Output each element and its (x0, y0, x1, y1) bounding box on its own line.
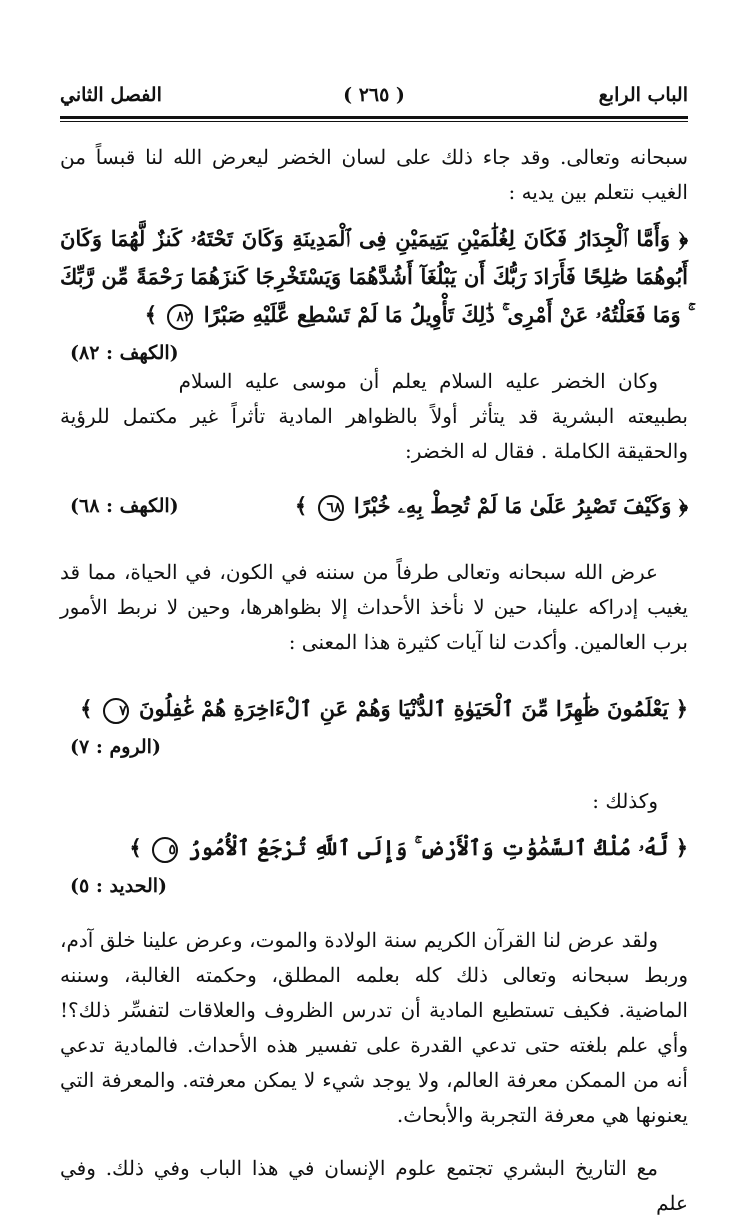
verse-bracket: ﴾ (129, 835, 142, 860)
verse-text: ﴿ وَأَمَّا ٱلْجِدَارُ فَكَانَ لِغُلَٰمَيْنِ يَتِيمَيْنِ فِى ٱلْمَدِينَةِ وَكَانَ تَحْتَهُۥ كَنزٌ لَّهُمَا وَكَانَ أَبُوهُمَا صَٰلِحًا فَأَرَادَ رَبُّكَ أَن يَبْلُغَآ أَشُدَّهُمَا وَيَسْتَخْرِجَا كَنزَهُمَا رَحْمَةً مِّن رَّبِّكَ ۚ وَمَا فَعَلْتُهُۥ عَنْ أَمْرِى ۚ ذَٰلِكَ تَأْوِيلُ مَا لَمْ تَسْطِع عَّلَيْهِ صَبْرًا (60, 226, 688, 327)
paragraph-5: ولقد عرض لنا القرآن الكريم سنة الولادة والموت، وعرض علينا خلق آدم، وربط سبحانه وتعالى ذلك كله بعلمه المطلق، وحكمته الغالبة، وسننه الماضية. فكيف تستطيع المادية أن تدرس الظروف والعلاقات لتفسِّر ذلك؟! وأي علم بلغته حتى تدعي القدرة على تفسير هذه الأحداث. فالمادية تدعي أنه من الممكن معرفة العالم، ولا يوجد شيء لا يمكن معرفته. والمعرفة التي يعنونها هي معرفة التجربة والأبحاث. (60, 928, 688, 1127)
verse-hadid-5 (60, 829, 688, 905)
paragraph-1: سبحانه وتعالى. وقد جاء ذلك على لسان الخضر ليعرض الله لنا قبساً من الغيب نتعلم بين يديه : (60, 145, 688, 204)
paragraph-3: عرض الله سبحانه وتعالى طرفاً من سننه في الكون، في الحياة، مما قد يغيب إدراكه علينا، حين لا نأخذ الأحداث إلا بظواهرها، وحين لا نربط الأمور برب العالمين. وأكدت لنا آيات كثيرة هذا المعنى : (60, 560, 688, 654)
header-rule (60, 116, 688, 119)
verse-reference: (الكهف : ٨٢) (70, 342, 179, 364)
book-page (60, 80, 688, 1215)
verse-text: ﴿ يَعْلَمُونَ ظَٰهِرًا مِّنَ ٱلْحَيَوٰةِ ٱلدُّنْيَا وَهُمْ عَنِ ٱلْءَاخِرَةِ هُمْ غَٰفِلُونَ (139, 696, 688, 721)
verse-number: ٨٢ (167, 304, 193, 330)
verse-reference: (الحديد : ٥) (70, 875, 168, 897)
verse-bracket: ﴾ (294, 493, 308, 518)
verse-number: ٧ (103, 698, 129, 724)
section-title: الفصل الثاني (60, 84, 162, 106)
verse-text: ﴿ وَكَيْفَ تَصْبِرُ عَلَىٰ مَا لَمْ تُحِطْ بِهِۦ خُبْرًا (353, 493, 688, 518)
paragraph-4: وكذلك : (592, 789, 658, 813)
verse-kahf-68 (60, 487, 688, 525)
verse-reference: (الكهف : ٦٨) (70, 495, 179, 517)
paragraph-2: وكان الخضر عليه السلام يعلم أن موسى عليه السلام بطبيعته البشرية قد يتأثر أولاً بالظواهر المادية تأثراً غير مكتمل للرؤية والحقيقة الكاملة . فقال له الخضر: (60, 369, 688, 463)
page-number: ( ٢٦٥ ) (343, 84, 405, 106)
verse-kahf-82 (60, 220, 688, 364)
verse-rum-7 (60, 690, 688, 766)
verse-bracket: ﴾ (144, 302, 158, 327)
chapter-title: الباب الرابع (598, 84, 688, 106)
page-header (60, 80, 688, 112)
verse-text: ﴿ لَّهُۥ مُلْكُ ٱلسَّمَٰوَٰتِ وَٱلْأَرْضِ ۚ وَإِلَى ٱللَّهِ تُرْجَعُ ٱلْأُمُورُ (188, 835, 688, 860)
verse-number: ٦٨ (318, 495, 344, 521)
verse-number: ٥ (152, 837, 178, 863)
verse-reference: (الروم : ٧) (70, 736, 161, 758)
paragraph-6: مع التاريخ البشري تجتمع علوم الإنسان في هذا الباب وفي ذلك. وفي علم (60, 1156, 688, 1215)
header-rule-thin (60, 121, 688, 122)
page-body (60, 140, 688, 1221)
verse-bracket: ﴾ (80, 696, 93, 721)
